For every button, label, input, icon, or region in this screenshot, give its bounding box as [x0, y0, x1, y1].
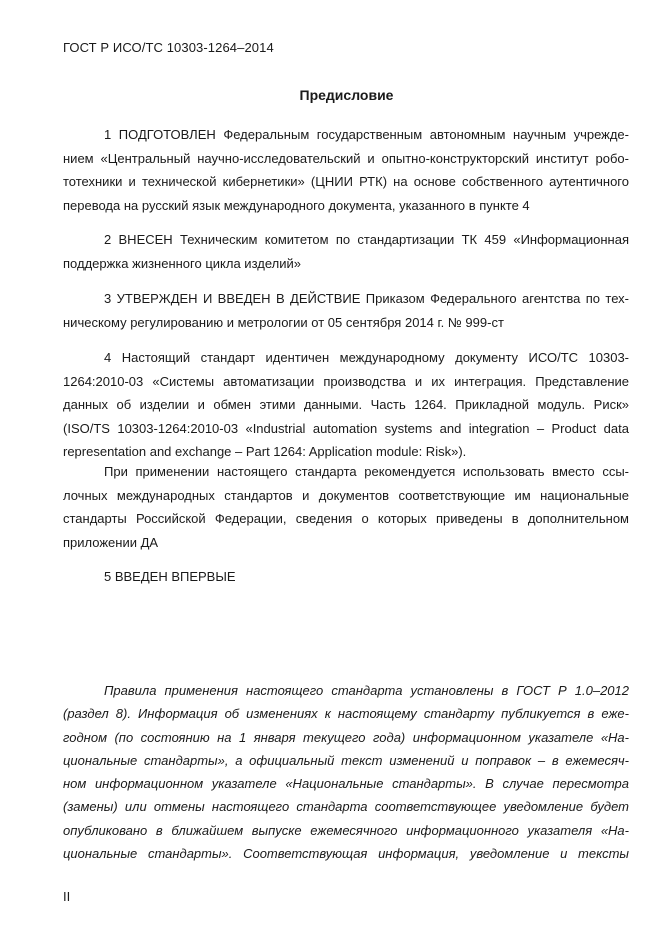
- text-line: опубликовано в ближайшем выпуске ежемесячного информационного указателя «На-: [63, 822, 629, 838]
- text-line: годном (по состоянию на 1 января текущего года) информационном указателе «На-: [63, 729, 629, 745]
- text-line: ном информационном указателе «Национальные стандарты». В случае пересмотра: [63, 776, 629, 792]
- paragraph-prepared-by: [63, 123, 629, 217]
- text-line: 1264:2010-03 «Системы автоматизации производства и их интеграция. Представление: [63, 373, 629, 389]
- text-line: Правила применения настоящего стандарта установлены в ГОСТ Р 1.0–2012: [104, 683, 629, 698]
- document-code-header: ГОСТ Р ИСО/ТС 10303-1264–2014: [63, 40, 274, 55]
- paragraph-references: [63, 460, 629, 554]
- text-line: 1 ПОДГОТОВЛЕН Федеральным государственным автономным научным учрежде-: [104, 127, 629, 142]
- text-line: нием «Центральный научно-исследовательский и опытно-конструкторский институт робо-: [63, 150, 629, 166]
- paragraph-identical-to: [63, 346, 629, 464]
- text-line: (замены) или отмены настоящего стандарта соответствующее уведомление будет: [63, 799, 629, 815]
- text-line: циональные стандарты». Соответствующая информация, уведомление и тексты: [63, 846, 629, 862]
- text-line: стандарты Российской Федерации, сведения о которых приведены в дополнительном: [63, 511, 629, 526]
- paragraph-approved: [63, 287, 629, 334]
- text-line: ническому регулированию и метрологии от 05 сентября 2014 г. № 999-ст: [63, 314, 504, 330]
- text-line: лочных международных стандартов и документов соответствующие им национальные: [63, 487, 629, 503]
- text-line: приложении ДА: [63, 534, 159, 550]
- text-line: тотехники и технической кибернетики» (ЦНИИ РТК) на основе собственного аутентичного: [63, 174, 629, 189]
- text-line: representation and exchange – Part 1264: Application module: Risk»).: [63, 444, 467, 459]
- text-line: При применении настоящего стандарта рекомендуется использовать вместо ссы-: [104, 464, 629, 479]
- page-number: II: [63, 889, 71, 904]
- text-line: 3 УТВЕРЖДЕН И ВВЕДЕН В ДЕЙСТВИЕ Приказом Федерального агентства по тех-: [104, 291, 629, 306]
- text-line: поддержка жизненного цикла изделий»: [63, 255, 301, 271]
- text-line: 2 ВНЕСЕН Техническим комитетом по стандартизации ТК 459 «Информационная: [104, 232, 629, 247]
- paragraph-introduced-by: [63, 228, 629, 275]
- text-line: 4 Настоящий стандарт идентичен международному документу ИСО/ТС 10303-: [104, 350, 629, 365]
- text-line: 5 ВВЕДЕН ВПЕРВЫЕ: [104, 569, 236, 584]
- text-line: (раздел 8). Информация об изменениях к настоящему стандарту публикуется в еже-: [63, 706, 629, 722]
- text-line: перевода на русский язык международного документа, указанного в пункте 4: [63, 197, 530, 213]
- page-title: Предисловие: [299, 87, 394, 103]
- application-rules-notice: [63, 679, 629, 865]
- text-line: данных об изделии и обмен этими данными. Часть 1264. Прикладной модуль. Риск»: [63, 397, 629, 412]
- text-line: циональные стандарты», а официальный текст изменений и поправок – в ежемесяч-: [63, 752, 629, 768]
- paragraph-first-introduced: [63, 565, 629, 589]
- text-line: (ISO/TS 10303-1264:2010-03 «Industrial automation systems and integration – Product data: [63, 420, 629, 436]
